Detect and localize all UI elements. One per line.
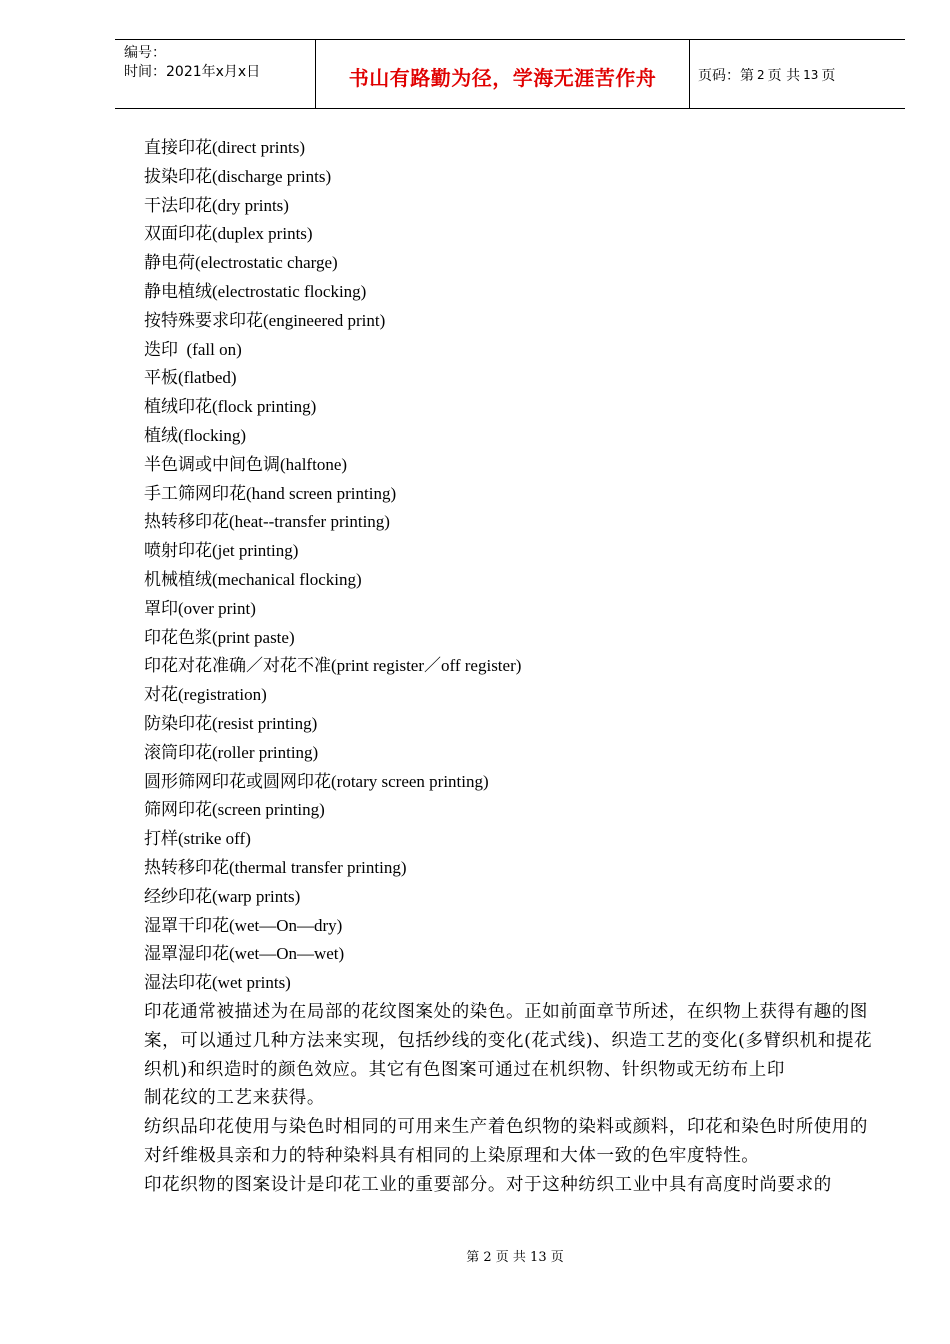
term-english: (resist printing): [212, 713, 318, 733]
term-chinese: 防染印花: [144, 713, 212, 734]
term-english: (print register／off register): [331, 656, 522, 676]
term-item: [144, 508, 874, 537]
paragraph-list: [144, 998, 874, 1200]
term-item: [144, 768, 874, 797]
term-chinese: 喷射印花: [144, 541, 212, 562]
body-paragraph: 纺织品印花使用与染色时相同的可用来生产着色织物的染料或颜料，印花和染色时所使用的对纤维极具亲和力的特种染料具有相同的上染原理和大体一致的色牢度特性。: [144, 1117, 868, 1166]
term-item: [144, 796, 874, 825]
term-english: (screen printing): [212, 800, 325, 820]
term-english: (print paste): [212, 627, 295, 647]
term-chinese: 打样: [144, 829, 178, 850]
page-total: 13: [803, 68, 819, 82]
term-english: (engineered print): [263, 310, 386, 330]
term-item: [144, 595, 874, 624]
term-item: [144, 220, 874, 249]
term-english: (thermal transfer printing): [229, 857, 407, 877]
term-chinese: 机械植绒: [144, 569, 212, 590]
term-english: (dry prints): [212, 195, 289, 215]
term-chinese: 拔染印花: [144, 166, 212, 187]
term-english: (rotary screen printing): [331, 771, 489, 791]
term-item: [144, 652, 874, 681]
term-item: [144, 336, 874, 365]
term-list: [144, 134, 874, 998]
term-chinese: 湿罩干印花: [144, 915, 229, 936]
term-chinese: 对花: [144, 685, 178, 706]
term-english: (wet—On—dry): [229, 915, 343, 935]
term-chinese: 植绒: [144, 425, 178, 446]
serial-label: 编号：: [124, 45, 166, 61]
term-item: [144, 710, 874, 739]
term-item: [144, 451, 874, 480]
term-chinese: 干法印花: [144, 195, 212, 216]
term-item: [144, 566, 874, 595]
term-english: (mechanical flocking): [212, 569, 362, 589]
term-chinese: 双面印花: [144, 224, 212, 245]
term-item: [144, 624, 874, 653]
term-english: (wet prints): [212, 973, 291, 993]
term-chinese: 植绒印花: [144, 397, 212, 418]
term-item: [144, 969, 874, 998]
term-english: (electrostatic charge): [195, 253, 338, 273]
term-english: (duplex prints): [212, 224, 313, 244]
term-english: (halftone): [280, 454, 348, 474]
term-item: [144, 480, 874, 509]
body-paragraph: 印花通常被描述为在局部的花纹图案处的染色。正如前面章节所述，在织物上获得有趣的图案，可以通过几种方法来实现，包括纱线的变化(花式线)、织造工艺的变化(多臂织机和提花织机)和织造时的颜色效应。其它有色图案可通过在机织物、针织物或无纺布上印: [144, 1001, 873, 1080]
term-english: (over print): [178, 598, 256, 618]
term-item: [144, 825, 874, 854]
term-chinese: 滚筒印花: [144, 742, 212, 763]
term-english: (registration): [178, 685, 267, 705]
term-english: (flocking): [178, 425, 246, 445]
term-item: [144, 422, 874, 451]
term-english: (fall on): [178, 339, 242, 359]
term-item: [144, 192, 874, 221]
term-item: [144, 739, 874, 768]
term-chinese: 圆形筛网印花或圆网印花: [144, 771, 331, 792]
term-chinese: 印花色浆: [144, 627, 212, 648]
page-suffix: 页: [821, 68, 836, 84]
term-english: (flatbed): [178, 368, 237, 388]
term-english: (wet—On—wet): [229, 944, 345, 964]
term-item: [144, 854, 874, 883]
page-prefix: 页码：第: [698, 68, 754, 84]
term-english: (flock printing): [212, 397, 317, 417]
header-page-number: [690, 40, 905, 108]
term-chinese: 筛网印花: [144, 800, 212, 821]
term-item: [144, 940, 874, 969]
term-english: (discharge prints): [212, 166, 332, 186]
header-motto-cell: [316, 40, 690, 108]
term-chinese: 湿法印花: [144, 973, 212, 994]
document-body: [144, 134, 874, 1199]
page-mid: 页 共: [767, 68, 801, 84]
term-item: [144, 249, 874, 278]
term-english: (jet printing): [212, 541, 299, 561]
term-chinese: 按特殊要求印花: [144, 310, 263, 331]
term-chinese: 经纱印花: [144, 886, 212, 907]
term-chinese: 热转移印花: [144, 857, 229, 878]
term-chinese: 湿罩湿印花: [144, 944, 229, 965]
term-chinese: 印花对花准确／对花不准: [144, 656, 331, 677]
page-current: 2: [757, 68, 765, 82]
term-english: (warp prints): [212, 886, 301, 906]
term-chinese: 半色调或中间色调: [144, 454, 280, 475]
time-label: 时间：2021年x月x日: [124, 64, 261, 80]
term-item: [144, 307, 874, 336]
term-item: [144, 163, 874, 192]
term-english: (direct prints): [212, 138, 305, 157]
term-item: [144, 537, 874, 566]
term-english: (roller printing): [212, 742, 319, 762]
term-item: [144, 278, 874, 307]
term-chinese: 罩印: [144, 598, 178, 619]
term-chinese: 静电荷: [144, 253, 195, 274]
term-english: (electrostatic flocking): [212, 281, 367, 301]
term-item: [144, 364, 874, 393]
term-item: [144, 134, 874, 163]
term-english: (strike off): [178, 829, 251, 849]
term-item: [144, 883, 874, 912]
term-english: (hand screen printing): [246, 483, 397, 503]
term-english: (heat--transfer printing): [229, 512, 390, 532]
page-footer: 第 2 页 共 13 页: [466, 1250, 564, 1265]
term-chinese: 平板: [144, 368, 178, 389]
motto-text: 书山有路勤为径，学海无涯苦作舟: [348, 65, 657, 90]
term-chinese: 迭印: [144, 339, 178, 360]
term-item: [144, 681, 874, 710]
page-header: [115, 39, 905, 109]
body-paragraph: 印花织物的图案设计是印花工业的重要部分。对于这种纺织工业中具有高度时尚要求的: [144, 1174, 832, 1195]
term-chinese: 直接印花: [144, 138, 212, 158]
term-chinese: 热转移印花: [144, 512, 229, 533]
term-chinese: 静电植绒: [144, 281, 212, 302]
term-item: [144, 393, 874, 422]
header-meta: [115, 40, 316, 108]
term-chinese: 手工筛网印花: [144, 483, 246, 504]
term-item: [144, 912, 874, 941]
body-paragraph: 制花纹的工艺来获得。: [144, 1088, 325, 1109]
